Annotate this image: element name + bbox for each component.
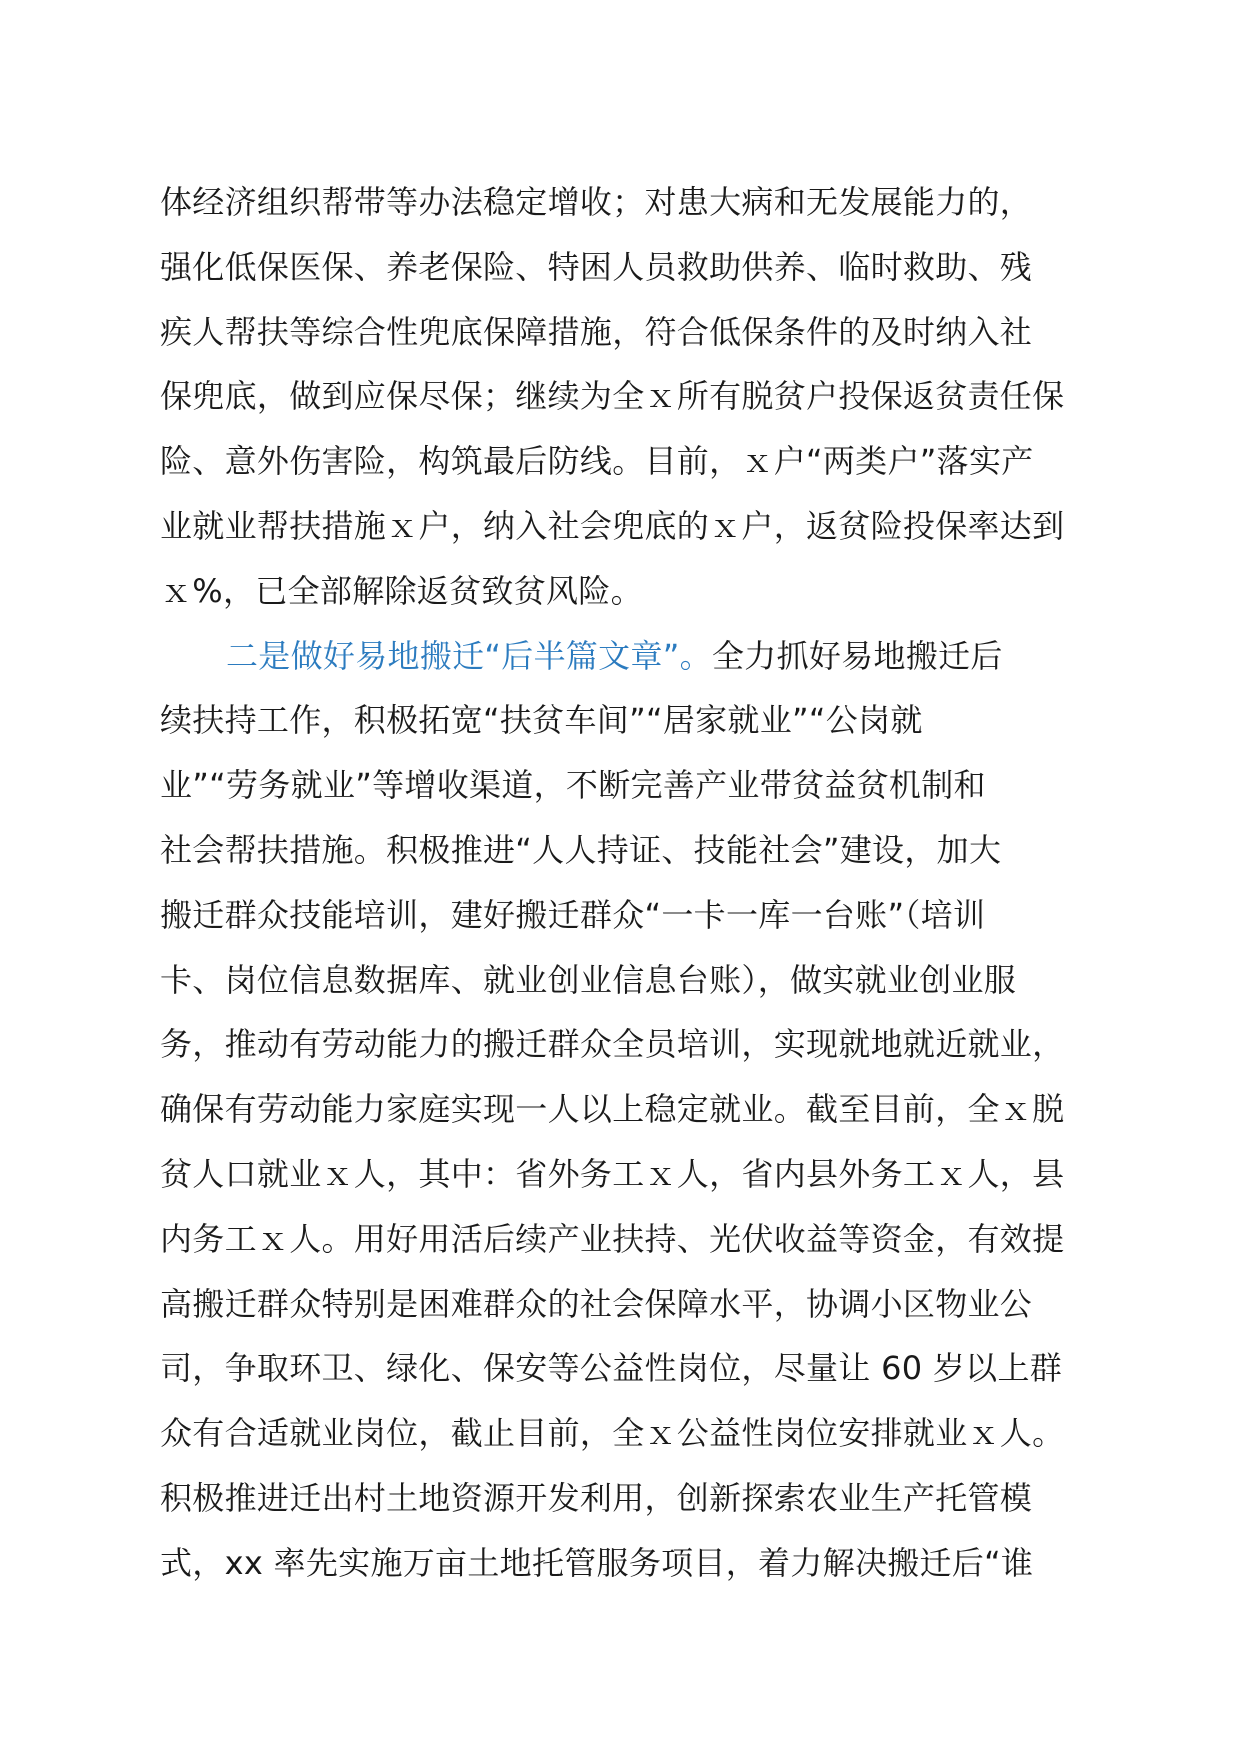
text-line: 卡、岗位信息数据库、就业创业信息台账），做实就业创业服 bbox=[160, 960, 1017, 999]
text-line: 业就业帮扶措施ｘ户，纳入社会兜底的ｘ户，返贫险投保率达到 bbox=[160, 506, 1065, 545]
text-line: 贫人口就业ｘ人，其中：省外务工ｘ人，省内县外务工ｘ人，县 bbox=[160, 1154, 1065, 1193]
text-line: 业”“劳务就业”等增收渠道，不断完善产业带贫益贫机制和 bbox=[160, 766, 986, 805]
text-line: 司，争取环卫、绿化、保安等公益性岗位，尽量让 60 岁以上群 bbox=[160, 1349, 1063, 1388]
text-line: 体经济组织帮带等办法稳定增收；对患大病和无发展能力的， bbox=[160, 183, 1033, 221]
text-line: 保兜底，做到应保尽保；继续为全ｘ所有脱贫户投保返贫责任保 bbox=[160, 377, 1065, 416]
text-line: 疾人帮扶等综合性兜底保障措施，符合低保条件的及时纳入社 bbox=[160, 312, 1033, 351]
section-heading: 二是做好易地搬迁“后半篇文章”。 bbox=[226, 636, 712, 675]
text-line: 高搬迁群众特别是困难群众的社会保障水平，协调小区物业公 bbox=[160, 1284, 1033, 1323]
text-line: 险、意外伤害险，构筑最后防线。目前，ｘ户“两类户”落实产 bbox=[160, 442, 1034, 481]
text-line: 式，xx 率先实施万亩土地托管服务项目，着力解决搬迁后“谁 bbox=[160, 1543, 1034, 1582]
text-line: 搬迁群众技能培训，建好搬迁群众“一卡一库一台账”（培训 bbox=[160, 895, 986, 934]
text-line: ｘ%，已全部解除返贫致贫风险。 bbox=[160, 571, 643, 610]
section-heading-line bbox=[160, 624, 1120, 689]
text-line: 内务工ｘ人。用好用活后续产业扶持、光伏收益等资金，有效提 bbox=[160, 1219, 1065, 1258]
text-line: 强化低保医保、养老保险、特困人员救助供养、临时救助、残 bbox=[160, 247, 1033, 286]
text-line-continuation: 全力抓好易地搬迁后 bbox=[711, 636, 1003, 675]
text-line: 众有合适就业岗位，截止目前，全ｘ公益性岗位安排就业ｘ人。 bbox=[160, 1414, 1065, 1453]
text-line: 务，推动有劳动能力的搬迁群众全员培训，实现就地就近就业， bbox=[160, 1025, 1065, 1064]
text-line: 积极推进迁出村土地资源开发利用，创新探索农业生产托管模 bbox=[160, 1478, 1033, 1517]
text-line: 确保有劳动能力家庭实现一人以上稳定就业。截至目前，全ｘ脱 bbox=[160, 1090, 1065, 1129]
text-line: 续扶持工作，积极拓宽“扶贫车间”“居家就业”“公岗就 bbox=[160, 701, 923, 740]
body-text bbox=[160, 170, 1120, 1596]
text-line: 社会帮扶措施。积极推进“人人持证、技能社会”建设，加大 bbox=[160, 830, 1002, 869]
